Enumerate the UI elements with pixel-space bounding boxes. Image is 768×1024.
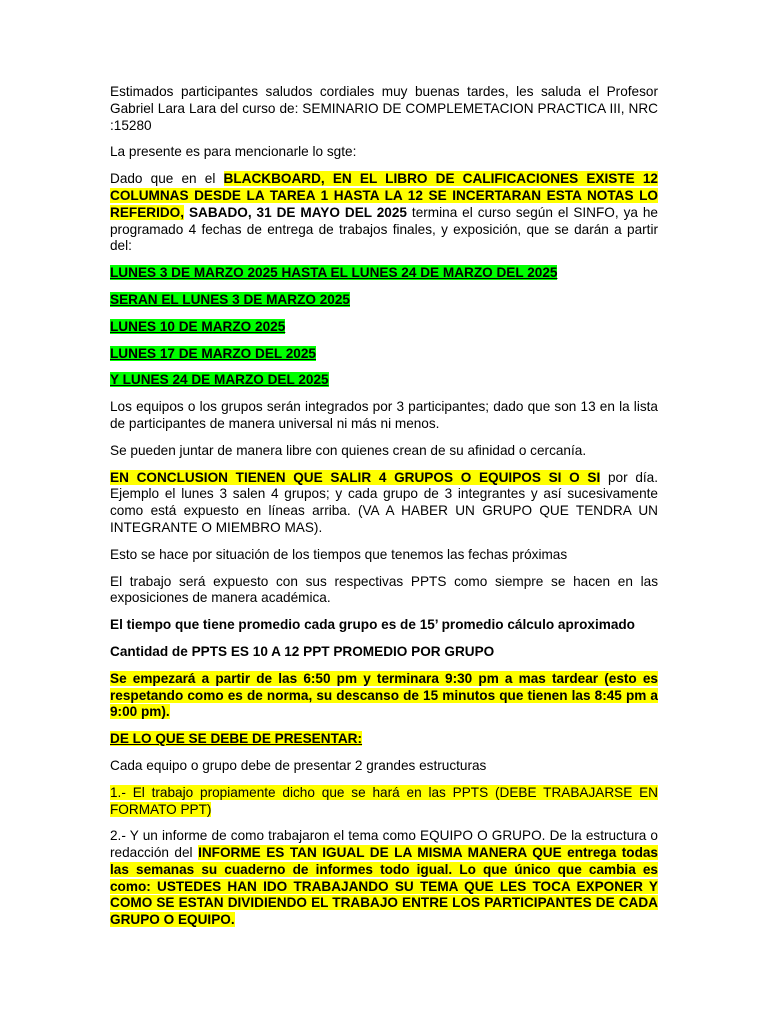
date-3: [110, 346, 658, 363]
structures-paragraph: Cada equipo o grupo debe de presentar 2 grandes estructuras: [110, 757, 487, 773]
item-2-highlight: INFORME ES TAN IGUAL DE LA MISMA MANERA QUE entrega todas las semanas su cuaderno de informes todo igual. Lo que único que cambia es como: USTEDES HAN IDO TRABAJANDO SU TEMA QUE LES TOCA EXPONER Y COMO SE ESTAN DIVIDIENDO EL TRABAJO ENTRE LOS PARTICIPANTES DE CADA GRUPO O EQUIPO.: [110, 845, 658, 928]
greeting-paragraph: Estimados participantes saludos cordiales muy buenas tardes, les saluda el Profesor Gabriel Lara Lara del curso de: SEMINARIO DE COMPLEMETACION PRACTICA III, NRC :15280: [110, 84, 658, 133]
date-range-text: LUNES 3 DE MARZO 2025 HASTA EL LUNES 24 DE MARZO DEL 2025: [110, 265, 558, 281]
item-1-text: 1.- El trabajo propiamente dicho que se hará en las PPTS (DEBE TRABAJARSE EN FORMATO PPT): [110, 784, 658, 817]
blackboard-lead: Dado que en el: [110, 171, 224, 187]
date-2: [110, 319, 658, 336]
present-heading-text: DE LO QUE SE DEBE DE PRESENTAR:: [110, 731, 363, 747]
date-4: [110, 372, 658, 389]
schedule-highlight: Se empezará a partir de las 6:50 pm y terminara 9:30 pm a mas tardear (esto es respetando como es de norma, su descanso de 15 minutos que tienen las 8:45 pm a 9:00 pm).: [110, 670, 658, 720]
item-1: [110, 785, 658, 819]
blackboard-paragraph: [110, 171, 658, 255]
schedule-paragraph: [110, 671, 658, 721]
item-2-lead: 2.- Y un informe de como trabajaron el tema como EQUIPO O GRUPO. De la estructura o redacción del: [110, 828, 658, 861]
timing-paragraph: Esto se hace por situación de los tiempos que tenemos las fechas próximas: [110, 546, 568, 562]
item-2: [110, 828, 658, 929]
conclusion-highlight: EN CONCLUSION TIENEN QUE SALIR 4 GRUPOS O EQUIPOS SI O SI: [110, 469, 601, 485]
end-date: SABADO, 31 DE MAYO DEL 2025: [184, 204, 407, 220]
ppts-paragraph: El trabajo será expuesto con sus respectivas PPTS como siempre se hacen en las exposiciones de manera académica.: [110, 573, 658, 606]
teams-paragraph: Los equipos o los grupos serán integrados por 3 participantes; dado que son 13 en la lista de participantes de manera universal ni más ni menos.: [110, 399, 658, 431]
date-2-text: LUNES 10 DE MARZO 2025: [110, 318, 286, 334]
date-4-text: Y LUNES 24 DE MARZO DEL 2025: [110, 372, 329, 388]
date-1-text: SERAN EL LUNES 3 DE MARZO 2025: [110, 291, 350, 307]
conclusion-tail: por día. Ejemplo el lunes 3 salen 4 grupos; y cada grupo de 3 integrantes y así sucesivamente como está expuesto en líneas arriba. (VA A HABER UN GRUPO QUE TENDRA UN INTEGRANTE O MIEMBRO MAS).: [110, 469, 658, 535]
time-per-group: El tiempo que tiene promedio cada grupo es de 15’ promedio cálculo aproximado: [110, 617, 635, 633]
date-range: [110, 265, 658, 282]
date-3-text: LUNES 17 DE MARZO DEL 2025: [110, 345, 316, 361]
ppt-count: Cantidad de PPTS ES 10 A 12 PPT PROMEDIO POR GRUPO: [110, 643, 495, 659]
blackboard-highlight: BLACKBOARD, EN EL LIBRO DE CALIFICACIONES EXISTE 12 COLUMNAS DESDE LA TAREA 1 HASTA LA 12 SE INCERTARAN ESTA NOTAS LO REFERIDO,: [110, 171, 658, 220]
affinity-paragraph: Se pueden juntar de manera libre con quienes crean de su afinidad o cercanía.: [110, 442, 587, 458]
date-1: [110, 292, 658, 309]
intro-paragraph: La presente es para mencionarle lo sgte:: [110, 144, 357, 160]
conclusion-paragraph: [110, 470, 658, 537]
blackboard-tail: termina el curso según el SINFO, ya he programado 4 fechas de entrega de trabajos finales, y exposición, que se darán a partir del:: [110, 204, 658, 254]
present-heading: [110, 731, 658, 748]
